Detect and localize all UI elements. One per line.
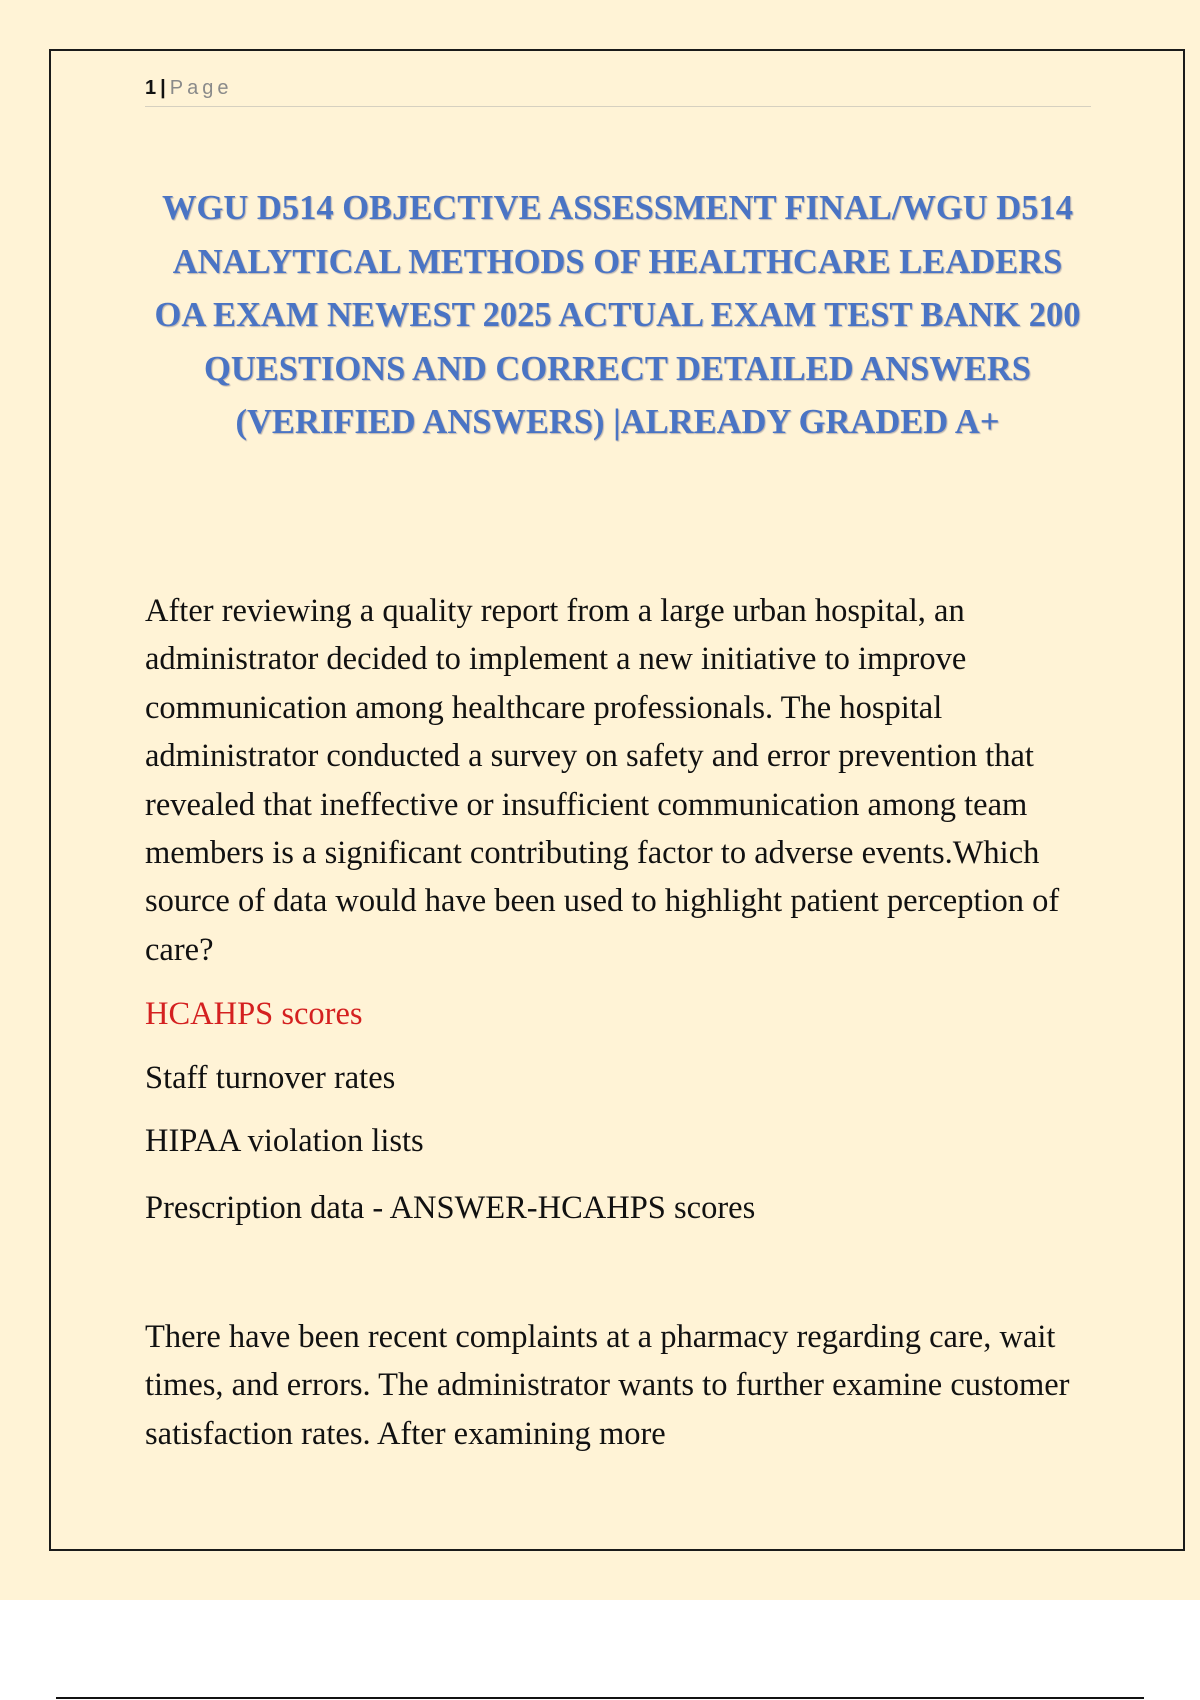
footer-divider	[56, 1697, 1144, 1699]
question-1-option-4-answer: Prescription data - ANSWER-HCAHPS scores	[145, 1190, 756, 1226]
page-header-separator: |	[160, 77, 166, 99]
page-label: Page	[169, 77, 233, 99]
page-header	[145, 74, 1091, 107]
question-1-option-correct: HCAHPS scores	[145, 996, 363, 1032]
page-number: 1	[145, 77, 157, 99]
document-title: WGU D514 OBJECTIVE ASSESSMENT FINAL/WGU D514 ANALYTICAL METHODS OF HEALTHCARE LEADERS OA EXAM NEWEST 2025 ACTUAL EXAM TEST BANK 200 QUESTIONS AND CORRECT DETAILED ANSWERS (VERIFIED ANSWERS) |ALREADY GRADED A+	[154, 189, 1081, 442]
question-1-option-3: HIPAA violation lists	[145, 1123, 424, 1159]
question-1-text: After reviewing a quality report from a large urban hospital, an administrator decided to implement a new initiative to improve communication among healthcare professionals. The hospital administrator conducted a survey on safety and error prevention that revealed that ineffective or insufficient communication among team members is a significant contributing factor to adverse events.Which source of data would have been used to highlight patient perception of care?	[145, 593, 1060, 968]
question-2-text: There have been recent complaints at a pharmacy regarding care, wait times, and errors. The administrator wants to further examine customer satisfaction rates. After examining more	[145, 1319, 1070, 1452]
question-1-option-2: Staff turnover rates	[145, 1060, 396, 1096]
